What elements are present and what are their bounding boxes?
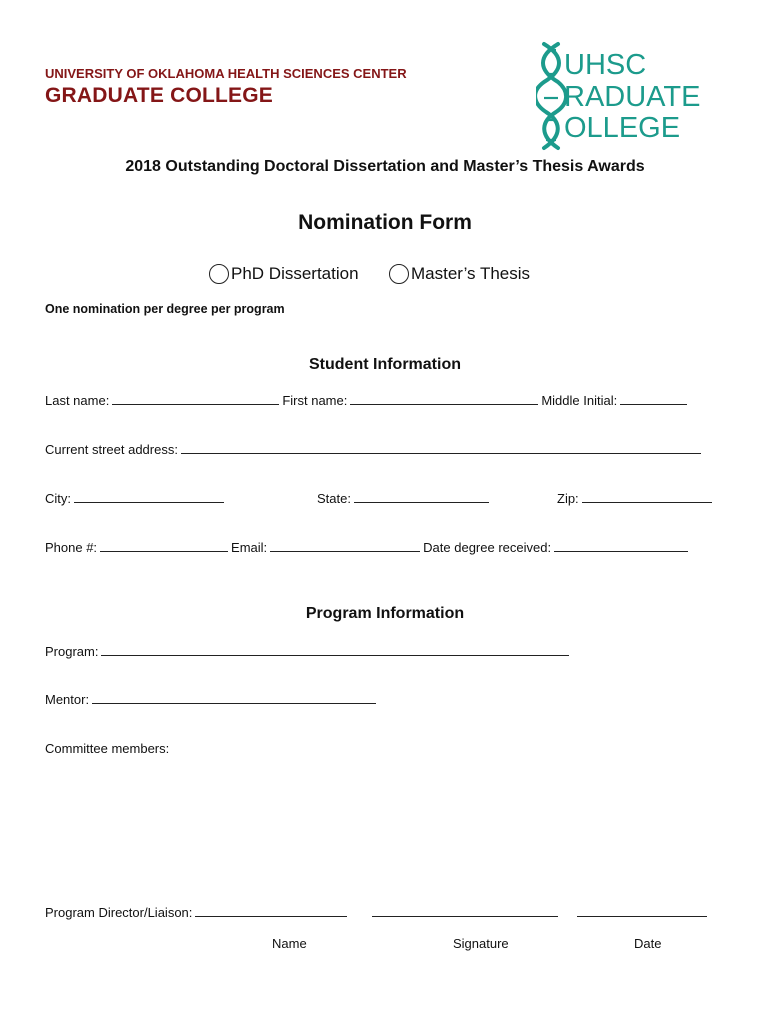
committee-row [45, 741, 169, 756]
mentor-label: Mentor: [45, 692, 90, 707]
city-field[interactable] [74, 492, 224, 503]
mentor-row [45, 692, 379, 707]
date-received-field[interactable] [554, 541, 688, 552]
nomination-note: One nomination per degree per program [45, 302, 285, 316]
director-date-field[interactable] [577, 906, 707, 917]
middle-initial-field[interactable] [620, 394, 687, 405]
masters-radio[interactable] [389, 264, 409, 284]
program-row [45, 644, 572, 659]
last-name-field[interactable] [112, 394, 279, 405]
phd-label: PhD Dissertation [231, 264, 359, 283]
name-caption: Name [272, 936, 307, 951]
option-masters[interactable] [389, 264, 530, 284]
director-row [45, 905, 710, 920]
state-row [317, 491, 492, 506]
director-signature-field[interactable] [372, 906, 558, 917]
college-name: GRADUATE COLLEGE [45, 84, 273, 107]
phone-field[interactable] [100, 541, 228, 552]
state-field[interactable] [354, 492, 489, 503]
mentor-field[interactable] [92, 693, 376, 704]
name-row [45, 393, 690, 408]
signature-caption: Signature [453, 936, 509, 951]
first-name-field[interactable] [350, 394, 538, 405]
city-row [45, 491, 227, 506]
phone-label: Phone #: [45, 540, 98, 555]
middle-initial-label: Middle Initial: [541, 393, 618, 408]
director-label: Program Director/Liaison: [45, 905, 193, 920]
director-name-field[interactable] [195, 906, 347, 917]
program-info-heading: Program Information [305, 605, 465, 622]
contact-row [45, 540, 691, 555]
address-field[interactable] [181, 443, 701, 454]
address-label: Current street address: [45, 442, 178, 457]
ouhsc-graduate-college-logo [536, 40, 716, 152]
zip-field[interactable] [582, 492, 712, 503]
last-name-label: Last name: [45, 393, 110, 408]
program-label: Program: [45, 644, 99, 659]
logo-line-2: RADUATE [564, 81, 701, 113]
zip-label: Zip: [557, 491, 579, 506]
logo-line-3: OLLEGE [564, 112, 681, 144]
zip-row [557, 491, 715, 506]
awards-title: 2018 Outstanding Doctoral Dissertation and Master’s Thesis Awards [125, 158, 645, 175]
dna-helix-logo-icon [536, 40, 716, 152]
first-name-label: First name: [282, 393, 348, 408]
student-info-heading: Student Information [309, 356, 461, 373]
phd-radio[interactable] [209, 264, 229, 284]
date-caption: Date [634, 936, 662, 951]
date-received-label: Date degree received: [423, 540, 552, 555]
university-name: UNIVERSITY OF OKLAHOMA HEALTH SCIENCES CENTER [45, 66, 407, 81]
program-field[interactable] [101, 645, 569, 656]
logo-line-1: UHSC [564, 49, 647, 81]
state-label: State: [317, 491, 351, 506]
option-phd[interactable] [209, 264, 359, 284]
email-field[interactable] [270, 541, 420, 552]
city-label: City: [45, 491, 71, 506]
form-title: Nomination Form [298, 211, 472, 234]
masters-label: Master’s Thesis [411, 264, 531, 283]
email-label: Email: [231, 540, 268, 555]
address-row [45, 442, 704, 457]
committee-label: Committee members: [45, 741, 170, 756]
